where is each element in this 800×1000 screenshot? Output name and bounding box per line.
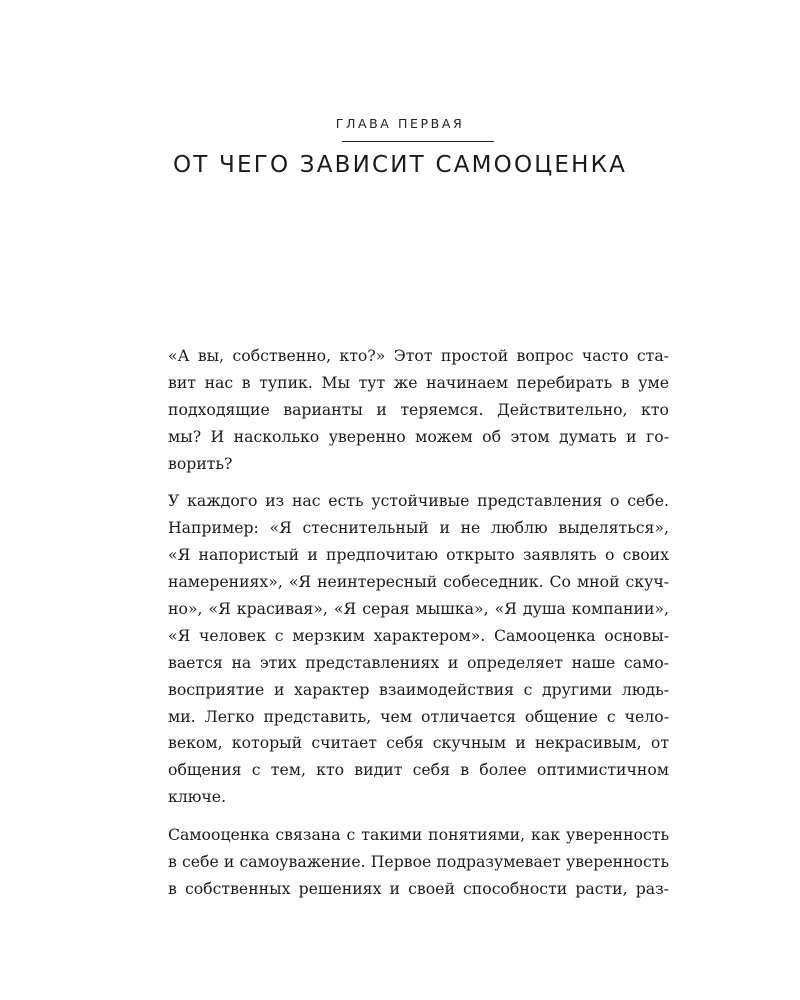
body-text — [168, 343, 669, 903]
text-line: подходящие варианты и теряемся. Действительно, кто — [168, 399, 669, 419]
paragraph-gap — [168, 811, 669, 822]
text-line: Самооценка связана с такими понятиями, как уверенность — [168, 825, 669, 845]
text-line: веком, который считает себя скучным и некрасивым, от — [168, 733, 669, 753]
text-line: Например: «Я стеснительный и не люблю выделяться», — [168, 518, 669, 538]
text-line: ключе. — [168, 787, 227, 807]
text-line: вит нас в тупик. Мы тут же начинаем перебирать в уме — [168, 372, 669, 392]
text-line: общения с тем, кто видит себя в более оптимистичном — [168, 760, 669, 780]
text-line: но», «Я красивая», «Я серая мышка», «Я душа компании», — [168, 599, 669, 619]
text-line: восприятие и характер взаимодействия с другими людь- — [168, 679, 669, 699]
text-line: в собственных решениях и своей способности расти, раз- — [168, 878, 669, 898]
text-line: ворить? — [168, 453, 233, 473]
paragraph — [168, 488, 669, 811]
text-line: У каждого из нас есть устойчивые представления о себе. — [168, 491, 669, 511]
paragraph-gap — [168, 477, 669, 488]
text-line: в себе и самоуважение. Первое подразумевает уверенность — [168, 852, 669, 872]
paragraph — [168, 343, 669, 477]
text-line: «А вы, собственно, кто?» Этот простой вопрос часто ста- — [168, 346, 669, 365]
text-line: «Я человек с мерзким характером». Самооценка основы- — [168, 625, 669, 645]
text-line: вается на этих представлениях и определяет наше само- — [168, 652, 669, 672]
text-line: намерениях», «Я неинтересный собеседник. Со мной скуч- — [168, 572, 669, 592]
text-line: «Я напористый и предпочитаю открыто заявлять о своих — [168, 545, 669, 565]
text-line: мы? И насколько уверенно можем об этом думать и го- — [168, 426, 669, 446]
paragraph — [168, 822, 669, 903]
text-line: ми. Легко представить, чем отличается общение с чело- — [168, 706, 669, 726]
chapter-divider — [342, 141, 494, 142]
chapter-label: ГЛАВА ПЕРВАЯ — [335, 116, 465, 131]
chapter-title: ОТ ЧЕГО ЗАВИСИТ САМООЦЕНКА — [172, 152, 628, 178]
